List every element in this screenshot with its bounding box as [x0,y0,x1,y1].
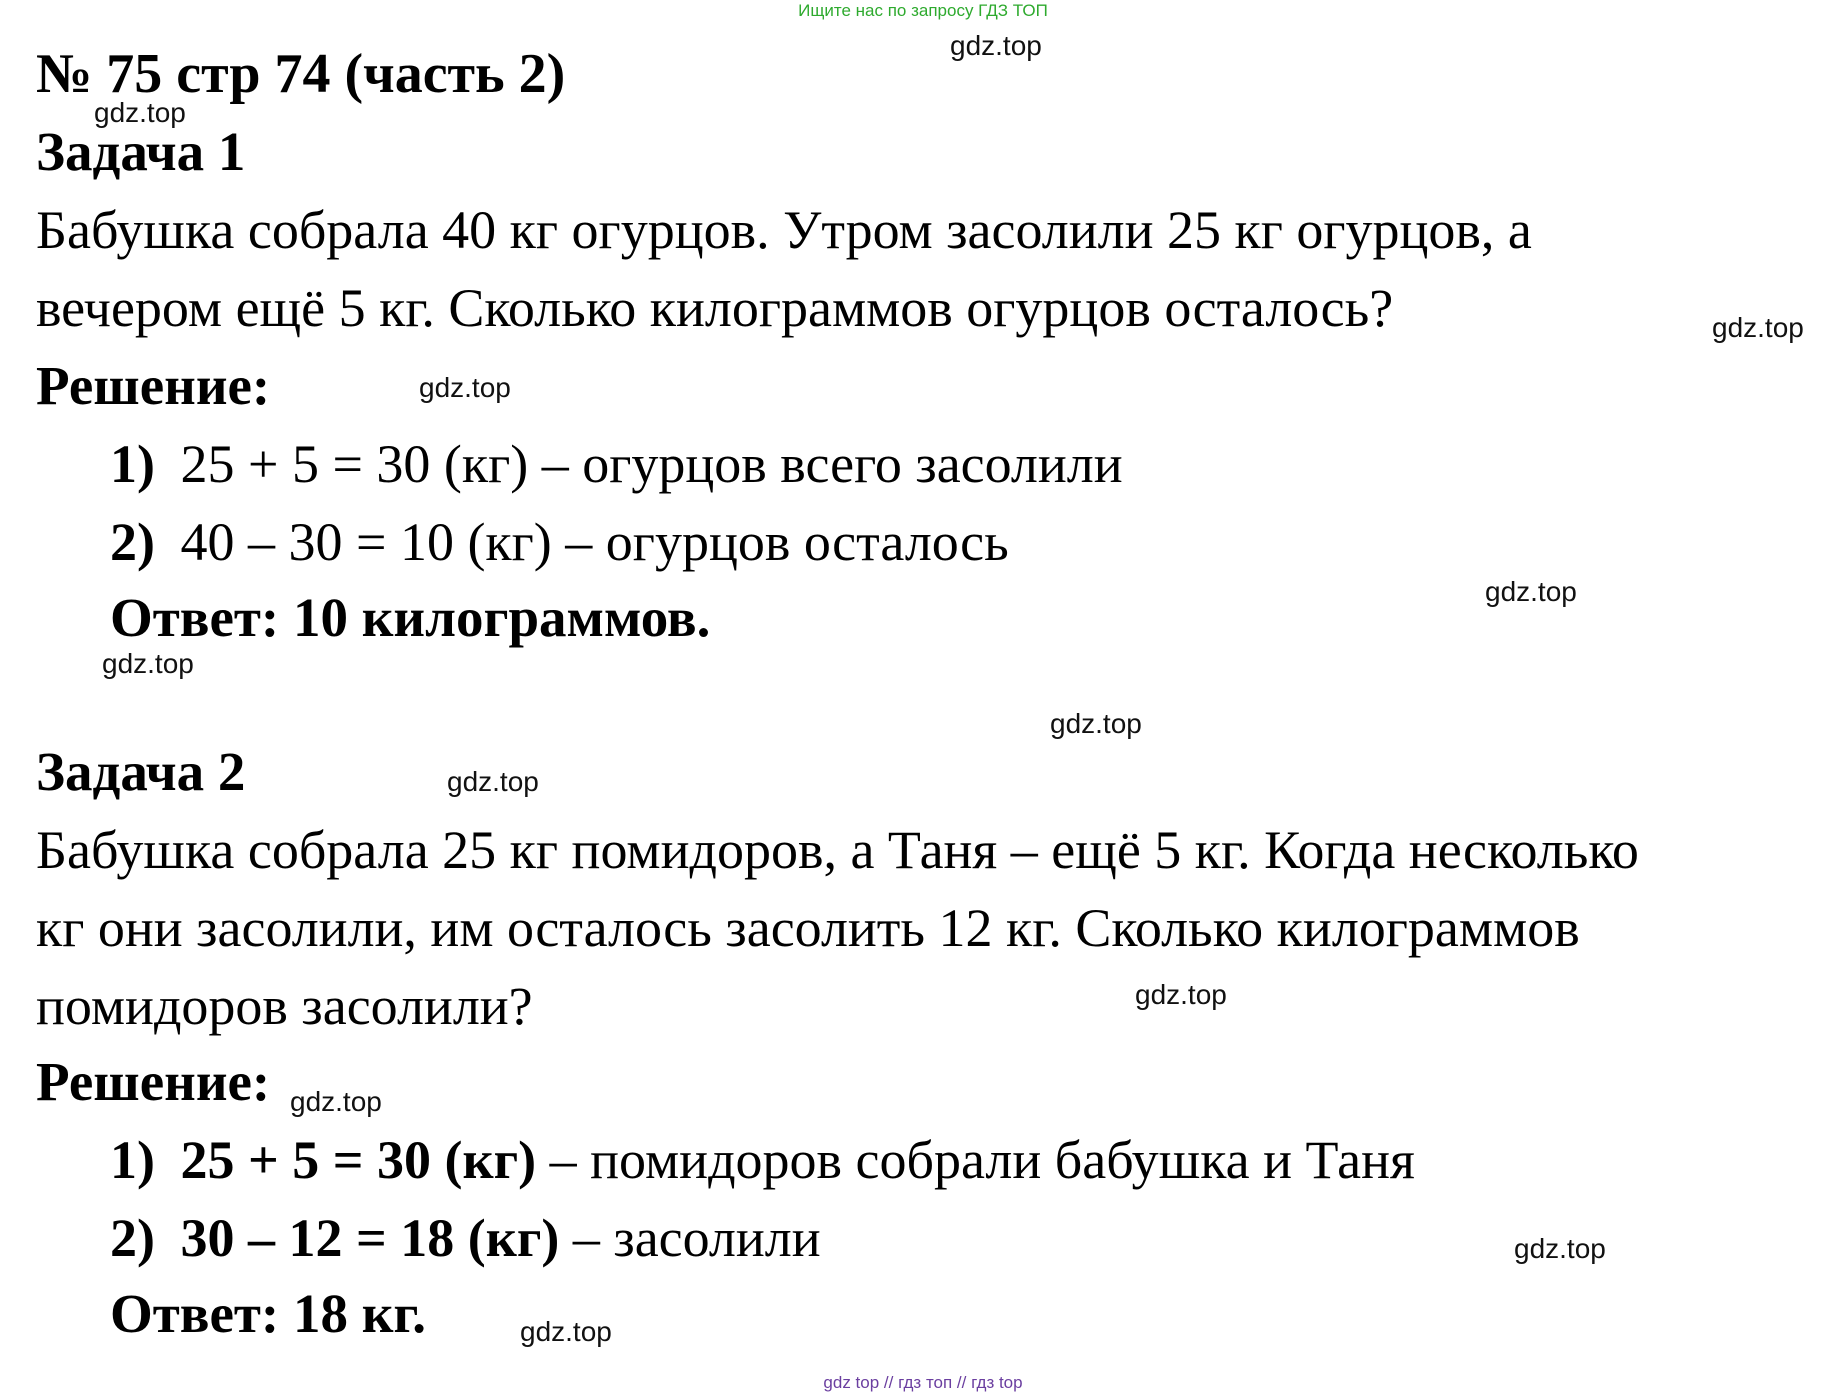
watermark: gdz.top [102,648,194,679]
task1-answer: Ответ: 10 килограммов. [110,587,711,648]
step-expression: 25 + 5 = 30 (кг) [180,1130,537,1190]
step-description: – помидоров собрали бабушка и Таня [536,1130,1415,1190]
search-banner: Ищите нас по запросу ГДЗ ТОП [798,1,1048,20]
step-expression: 25 + 5 = 30 (кг) [180,434,529,494]
watermark: gdz.top [520,1316,612,1347]
step-expression: 30 – 12 = 18 (кг) [180,1208,560,1268]
task2-text-line3: помидоров засолили? [36,976,533,1036]
footer-links: gdz top // гдз топ // гдз top [823,1373,1023,1392]
task2-step1 [110,1130,1415,1190]
task2-step2 [110,1208,821,1268]
step-expression: 40 – 30 = 10 (кг) [180,512,552,572]
step-description: – огурцов всего засолили [528,434,1123,494]
task1-step1 [110,434,1123,494]
task2-heading: Задача 2 [36,741,246,802]
task2-text-line1: Бабушка собрала 25 кг помидоров, а Таня – ещё 5 кг. Когда несколько [36,820,1639,880]
task1-heading: Задача 1 [36,121,246,182]
step-description: – огурцов осталось [551,512,1009,572]
task1-text-line2: вечером ещё 5 кг. Сколько килограммов огурцов осталось? [36,278,1394,338]
watermark: gdz.top [290,1086,382,1117]
task2-answer: Ответ: 18 кг. [110,1283,426,1344]
watermark: gdz.top [1514,1233,1606,1264]
watermark: gdz.top [1712,312,1804,343]
step-number: 1) [110,1130,155,1190]
watermark: gdz.top [950,30,1042,61]
page-title: № 75 стр 74 (часть 2) [36,43,566,105]
watermark: gdz.top [1485,576,1577,607]
task1-text-line1: Бабушка собрала 40 кг огурцов. Утром засолили 25 кг огурцов, а [36,200,1532,260]
step-number: 1) [110,434,155,494]
step-number: 2) [110,512,155,572]
step-description: – засолили [559,1208,821,1268]
watermark: gdz.top [447,766,539,797]
task1-solution-label: Решение: [36,355,271,416]
watermark: gdz.top [1050,708,1142,739]
task2-text-line2: кг они засолили, им осталось засолить 12 кг. Сколько килограммов [36,898,1580,958]
watermark: gdz.top [1135,979,1227,1010]
watermark: gdz.top [419,372,511,403]
step-number: 2) [110,1208,155,1268]
watermark: gdz.top [94,97,186,128]
task1-step2 [110,512,1009,572]
task2-solution-label: Решение: [36,1051,271,1112]
